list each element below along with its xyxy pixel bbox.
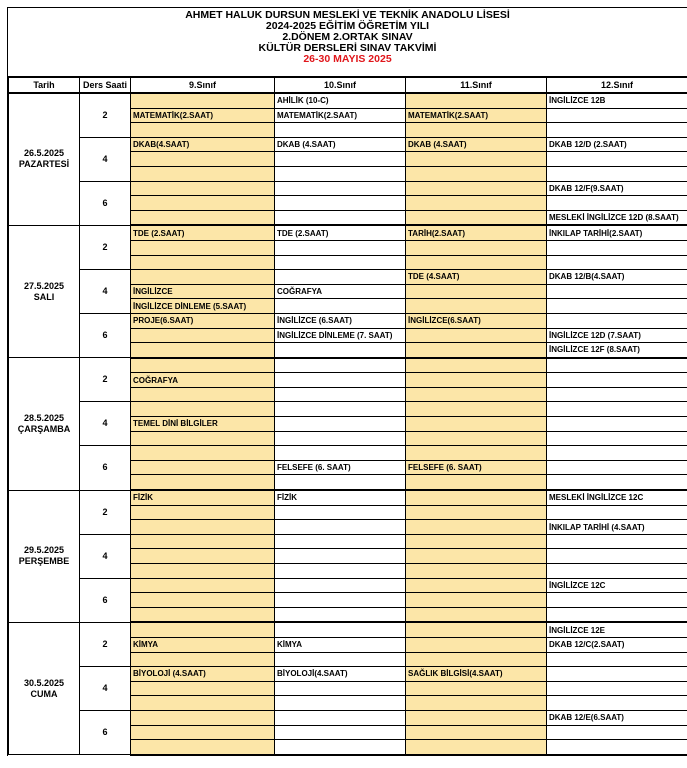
exam-cell-grade-9 bbox=[131, 123, 275, 138]
exam-cell-grade-12 bbox=[547, 446, 687, 461]
exam-cell-grade-9: İNGİLİZCE bbox=[131, 284, 275, 299]
period-cell: 2 bbox=[80, 622, 131, 666]
exam-cell-grade-10: TDE (2.SAAT) bbox=[275, 225, 406, 240]
period-cell: 4 bbox=[80, 534, 131, 578]
exam-cell-grade-10 bbox=[275, 681, 406, 696]
exam-cell-grade-10: COĞRAFYA bbox=[275, 284, 406, 299]
period-cell: 4 bbox=[80, 667, 131, 711]
exam-cell-grade-10: FELSEFE (6. SAAT) bbox=[275, 460, 406, 475]
exam-cell-grade-10 bbox=[275, 534, 406, 549]
exam-cell-grade-11 bbox=[406, 534, 547, 549]
exam-cell-grade-10 bbox=[275, 505, 406, 520]
exam-cell-grade-11 bbox=[406, 166, 547, 181]
exam-cell-grade-11 bbox=[406, 652, 547, 667]
exam-cell-grade-10 bbox=[275, 520, 406, 535]
exam-cell-grade-11 bbox=[406, 328, 547, 343]
day-name: PAZARTESİ bbox=[18, 159, 70, 170]
exam-cell-grade-12 bbox=[547, 740, 687, 755]
col-header-grade-12: 12.Sınıf bbox=[547, 78, 687, 94]
exam-cell-grade-9 bbox=[131, 93, 275, 108]
exam-cell-grade-11 bbox=[406, 93, 547, 108]
exam-cell-grade-12 bbox=[547, 255, 687, 270]
exam-cell-grade-12: MESLEKİ İNGİLİZCE 12D (8.SAAT) bbox=[547, 210, 687, 225]
day-date: 28.5.2025 bbox=[23, 412, 65, 423]
exam-cell-grade-12: İNGİLİZCE 12D (7.SAAT) bbox=[547, 328, 687, 343]
exam-cell-grade-9 bbox=[131, 166, 275, 181]
exam-cell-grade-11 bbox=[406, 181, 547, 196]
exam-cell-grade-11: TARİH(2.SAAT) bbox=[406, 225, 547, 240]
exam-cell-grade-11 bbox=[406, 402, 547, 417]
exam-cell-grade-11 bbox=[406, 564, 547, 579]
exam-cell-grade-12 bbox=[547, 460, 687, 475]
exam-cell-grade-12 bbox=[547, 475, 687, 490]
exam-cell-grade-11 bbox=[406, 681, 547, 696]
exam-cell-grade-10 bbox=[275, 549, 406, 564]
school-name: AHMET HALUK DURSUN MESLEKİ VE TEKNİK ANADOLU LİSESİ bbox=[185, 9, 510, 21]
exam-cell-grade-9 bbox=[131, 431, 275, 446]
period-cell: 6 bbox=[80, 710, 131, 754]
schedule-body bbox=[9, 93, 687, 755]
table-row bbox=[9, 446, 687, 461]
table-row bbox=[9, 313, 687, 328]
exam-schedule-sheet bbox=[7, 7, 687, 756]
exam-cell-grade-9 bbox=[131, 181, 275, 196]
exam-cell-grade-9 bbox=[131, 740, 275, 755]
exam-cell-grade-12: İNKILAP TARİHİ (4.SAAT) bbox=[547, 520, 687, 535]
exam-cell-grade-12 bbox=[547, 358, 687, 373]
exam-cell-grade-10 bbox=[275, 696, 406, 711]
day-date: 26.5.2025 bbox=[23, 148, 65, 159]
exam-cell-grade-11 bbox=[406, 549, 547, 564]
exam-cell-grade-11 bbox=[406, 431, 547, 446]
table-row bbox=[9, 490, 687, 505]
schedule-title: KÜLTÜR DERSLERİ SINAV TAKVİMİ bbox=[258, 42, 437, 54]
exam-cell-grade-9: COĞRAFYA bbox=[131, 373, 275, 388]
exam-cell-grade-10 bbox=[275, 578, 406, 593]
period-cell: 6 bbox=[80, 578, 131, 622]
schedule-table bbox=[8, 77, 687, 756]
col-header-grade-9: 9.Sınıf bbox=[131, 78, 275, 94]
table-row bbox=[9, 93, 687, 108]
exam-cell-grade-12 bbox=[547, 313, 687, 328]
exam-cell-grade-9 bbox=[131, 343, 275, 358]
exam-cell-grade-11 bbox=[406, 196, 547, 211]
exam-cell-grade-11 bbox=[406, 299, 547, 314]
exam-cell-grade-10: AHİLİK (10-C) bbox=[275, 93, 406, 108]
schedule-header bbox=[8, 8, 687, 77]
exam-cell-grade-11: SAĞLIK BİLGİSİ(4.SAAT) bbox=[406, 667, 547, 682]
col-header-period: Ders Saati bbox=[80, 78, 131, 94]
exam-cell-grade-12 bbox=[547, 593, 687, 608]
exam-cell-grade-10 bbox=[275, 622, 406, 637]
exam-cell-grade-12 bbox=[547, 564, 687, 579]
exam-cell-grade-9 bbox=[131, 652, 275, 667]
exam-cell-grade-9 bbox=[131, 475, 275, 490]
exam-cell-grade-9 bbox=[131, 549, 275, 564]
exam-cell-grade-9 bbox=[131, 505, 275, 520]
table-row bbox=[9, 667, 687, 682]
day-name: PERŞEMBE bbox=[18, 556, 70, 567]
exam-term: 2.DÖNEM 2.ORTAK SINAV bbox=[282, 31, 413, 43]
exam-cell-grade-11: MATEMATİK(2.SAAT) bbox=[406, 108, 547, 123]
exam-cell-grade-9: KİMYA bbox=[131, 637, 275, 652]
exam-cell-grade-11 bbox=[406, 490, 547, 505]
exam-cell-grade-12: DKAB 12/D (2.SAAT) bbox=[547, 137, 687, 152]
exam-cell-grade-12: İNGİLİZCE 12C bbox=[547, 578, 687, 593]
exam-cell-grade-11 bbox=[406, 210, 547, 225]
exam-cell-grade-12 bbox=[547, 373, 687, 388]
exam-cell-grade-12 bbox=[547, 402, 687, 417]
exam-cell-grade-10 bbox=[275, 181, 406, 196]
day-date: 30.5.2025 bbox=[23, 677, 65, 688]
exam-cell-grade-10 bbox=[275, 740, 406, 755]
period-cell: 2 bbox=[80, 93, 131, 137]
exam-cell-grade-9: BİYOLOJİ (4.SAAT) bbox=[131, 667, 275, 682]
exam-cell-grade-11 bbox=[406, 725, 547, 740]
exam-cell-grade-11 bbox=[406, 284, 547, 299]
exam-cell-grade-12 bbox=[547, 196, 687, 211]
exam-cell-grade-10 bbox=[275, 417, 406, 432]
period-cell: 6 bbox=[80, 313, 131, 357]
exam-cell-grade-10: KİMYA bbox=[275, 637, 406, 652]
exam-cell-grade-12: DKAB 12/B(4.SAAT) bbox=[547, 270, 687, 285]
exam-cell-grade-12 bbox=[547, 652, 687, 667]
exam-cell-grade-11 bbox=[406, 475, 547, 490]
exam-cell-grade-9 bbox=[131, 564, 275, 579]
day-date: 29.5.2025 bbox=[23, 545, 65, 556]
exam-cell-grade-11 bbox=[406, 710, 547, 725]
exam-cell-grade-11: TDE (4.SAAT) bbox=[406, 270, 547, 285]
exam-cell-grade-11 bbox=[406, 637, 547, 652]
col-header-grade-10: 10.Sınıf bbox=[275, 78, 406, 94]
table-row bbox=[9, 534, 687, 549]
exam-cell-grade-10 bbox=[275, 343, 406, 358]
exam-cell-grade-10 bbox=[275, 299, 406, 314]
table-row bbox=[9, 225, 687, 240]
exam-cell-grade-9 bbox=[131, 387, 275, 402]
exam-cell-grade-9 bbox=[131, 681, 275, 696]
exam-cell-grade-11 bbox=[406, 520, 547, 535]
exam-cell-grade-11 bbox=[406, 607, 547, 622]
exam-cell-grade-12 bbox=[547, 681, 687, 696]
exam-cell-grade-10 bbox=[275, 710, 406, 725]
exam-cell-grade-12: İNGİLİZCE 12F (8.SAAT) bbox=[547, 343, 687, 358]
period-cell: 6 bbox=[80, 181, 131, 225]
exam-cell-grade-10 bbox=[275, 196, 406, 211]
exam-cell-grade-12 bbox=[547, 696, 687, 711]
day-name: ÇARŞAMBA bbox=[17, 423, 71, 434]
exam-cell-grade-12 bbox=[547, 431, 687, 446]
exam-cell-grade-11 bbox=[406, 593, 547, 608]
period-cell: 2 bbox=[80, 225, 131, 269]
exam-cell-grade-10: MATEMATİK(2.SAAT) bbox=[275, 108, 406, 123]
exam-cell-grade-11 bbox=[406, 373, 547, 388]
exam-cell-grade-9 bbox=[131, 593, 275, 608]
period-cell: 2 bbox=[80, 358, 131, 402]
table-row bbox=[9, 578, 687, 593]
period-cell: 4 bbox=[80, 402, 131, 446]
exam-cell-grade-9 bbox=[131, 710, 275, 725]
day-date-cell bbox=[9, 93, 80, 225]
exam-cell-grade-10 bbox=[275, 725, 406, 740]
exam-cell-grade-10 bbox=[275, 373, 406, 388]
table-row bbox=[9, 622, 687, 637]
exam-cell-grade-12 bbox=[547, 534, 687, 549]
exam-cell-grade-9: DKAB(4.SAAT) bbox=[131, 137, 275, 152]
period-cell: 2 bbox=[80, 490, 131, 534]
exam-cell-grade-11 bbox=[406, 417, 547, 432]
period-cell: 4 bbox=[80, 137, 131, 181]
exam-cell-grade-12 bbox=[547, 725, 687, 740]
exam-cell-grade-11 bbox=[406, 696, 547, 711]
exam-cell-grade-12: DKAB 12/F(9.SAAT) bbox=[547, 181, 687, 196]
exam-cell-grade-12 bbox=[547, 123, 687, 138]
exam-cell-grade-9: TEMEL DİNİ BİLGİLER bbox=[131, 417, 275, 432]
exam-cell-grade-11 bbox=[406, 578, 547, 593]
exam-cell-grade-10 bbox=[275, 152, 406, 167]
exam-cell-grade-9 bbox=[131, 358, 275, 373]
day-name: SALI bbox=[33, 291, 55, 302]
period-cell: 4 bbox=[80, 270, 131, 314]
exam-cell-grade-12 bbox=[547, 505, 687, 520]
exam-cell-grade-9 bbox=[131, 725, 275, 740]
exam-cell-grade-10 bbox=[275, 475, 406, 490]
exam-cell-grade-9 bbox=[131, 255, 275, 270]
exam-cell-grade-9 bbox=[131, 270, 275, 285]
exam-cell-grade-12 bbox=[547, 549, 687, 564]
exam-cell-grade-12: MESLEKİ İNGİLİZCE 12C bbox=[547, 490, 687, 505]
table-row bbox=[9, 358, 687, 373]
exam-dates: 26-30 MAYIS 2025 bbox=[303, 53, 392, 65]
exam-cell-grade-10 bbox=[275, 255, 406, 270]
exam-cell-grade-9 bbox=[131, 328, 275, 343]
exam-cell-grade-12 bbox=[547, 166, 687, 181]
exam-cell-grade-9 bbox=[131, 696, 275, 711]
exam-cell-grade-10 bbox=[275, 240, 406, 255]
day-date-cell bbox=[9, 490, 80, 622]
exam-cell-grade-9 bbox=[131, 534, 275, 549]
table-row bbox=[9, 137, 687, 152]
exam-cell-grade-12: İNKILAP TARİHİ(2.SAAT) bbox=[547, 225, 687, 240]
table-row bbox=[9, 710, 687, 725]
exam-cell-grade-10 bbox=[275, 402, 406, 417]
day-date-cell bbox=[9, 622, 80, 754]
exam-cell-grade-10 bbox=[275, 607, 406, 622]
exam-cell-grade-10 bbox=[275, 446, 406, 461]
period-cell: 6 bbox=[80, 446, 131, 490]
exam-cell-grade-9 bbox=[131, 520, 275, 535]
exam-cell-grade-12 bbox=[547, 240, 687, 255]
exam-cell-grade-12 bbox=[547, 607, 687, 622]
exam-cell-grade-12: İNGİLİZCE 12B bbox=[547, 93, 687, 108]
exam-cell-grade-12: DKAB 12/E(6.SAAT) bbox=[547, 710, 687, 725]
exam-cell-grade-9 bbox=[131, 460, 275, 475]
exam-cell-grade-11 bbox=[406, 123, 547, 138]
exam-cell-grade-10 bbox=[275, 593, 406, 608]
day-date: 27.5.2025 bbox=[23, 280, 65, 291]
academic-year: 2024-2025 EĞİTİM ÖĞRETİM YILI bbox=[265, 20, 430, 32]
col-header-date: Tarih bbox=[9, 78, 80, 94]
exam-cell-grade-9 bbox=[131, 240, 275, 255]
column-header-row bbox=[9, 78, 687, 94]
exam-cell-grade-10: İNGİLİZCE (6.SAAT) bbox=[275, 313, 406, 328]
exam-cell-grade-10: DKAB (4.SAAT) bbox=[275, 137, 406, 152]
day-name: CUMA bbox=[30, 688, 58, 699]
exam-cell-grade-9 bbox=[131, 622, 275, 637]
exam-cell-grade-10: BİYOLOJİ(4.SAAT) bbox=[275, 667, 406, 682]
exam-cell-grade-9 bbox=[131, 210, 275, 225]
exam-cell-grade-12 bbox=[547, 152, 687, 167]
exam-cell-grade-11 bbox=[406, 387, 547, 402]
table-row bbox=[9, 402, 687, 417]
exam-cell-grade-11 bbox=[406, 358, 547, 373]
exam-cell-grade-9 bbox=[131, 446, 275, 461]
exam-cell-grade-10 bbox=[275, 431, 406, 446]
exam-cell-grade-10 bbox=[275, 564, 406, 579]
exam-cell-grade-11 bbox=[406, 255, 547, 270]
exam-cell-grade-11 bbox=[406, 152, 547, 167]
exam-cell-grade-12 bbox=[547, 417, 687, 432]
exam-cell-grade-9 bbox=[131, 607, 275, 622]
exam-cell-grade-11 bbox=[406, 622, 547, 637]
exam-cell-grade-10 bbox=[275, 387, 406, 402]
exam-cell-grade-12 bbox=[547, 299, 687, 314]
exam-cell-grade-11: DKAB (4.SAAT) bbox=[406, 137, 547, 152]
exam-cell-grade-12 bbox=[547, 108, 687, 123]
exam-cell-grade-10 bbox=[275, 652, 406, 667]
exam-cell-grade-9 bbox=[131, 578, 275, 593]
exam-cell-grade-9 bbox=[131, 152, 275, 167]
exam-cell-grade-10: FİZİK bbox=[275, 490, 406, 505]
exam-cell-grade-11: İNGİLİZCE(6.SAAT) bbox=[406, 313, 547, 328]
col-header-grade-11: 11.Sınıf bbox=[406, 78, 547, 94]
exam-cell-grade-10 bbox=[275, 166, 406, 181]
exam-cell-grade-10 bbox=[275, 358, 406, 373]
exam-cell-grade-11: FELSEFE (6. SAAT) bbox=[406, 460, 547, 475]
exam-cell-grade-10: İNGİLİZCE DİNLEME (7. SAAT) bbox=[275, 328, 406, 343]
exam-cell-grade-11 bbox=[406, 240, 547, 255]
exam-cell-grade-9: FİZİK bbox=[131, 490, 275, 505]
table-row bbox=[9, 270, 687, 285]
table-row bbox=[9, 181, 687, 196]
exam-cell-grade-9: MATEMATİK(2.SAAT) bbox=[131, 108, 275, 123]
exam-cell-grade-10 bbox=[275, 123, 406, 138]
exam-cell-grade-11 bbox=[406, 740, 547, 755]
exam-cell-grade-11 bbox=[406, 505, 547, 520]
exam-cell-grade-12: İNGİLİZCE 12E bbox=[547, 622, 687, 637]
day-date-cell bbox=[9, 358, 80, 490]
exam-cell-grade-9: TDE (2.SAAT) bbox=[131, 225, 275, 240]
exam-cell-grade-11 bbox=[406, 343, 547, 358]
exam-cell-grade-10 bbox=[275, 270, 406, 285]
exam-cell-grade-9 bbox=[131, 196, 275, 211]
exam-cell-grade-12: DKAB 12/C(2.SAAT) bbox=[547, 637, 687, 652]
exam-cell-grade-11 bbox=[406, 446, 547, 461]
exam-cell-grade-12 bbox=[547, 387, 687, 402]
day-date-cell bbox=[9, 225, 80, 357]
exam-cell-grade-12 bbox=[547, 667, 687, 682]
exam-cell-grade-10 bbox=[275, 210, 406, 225]
exam-cell-grade-12 bbox=[547, 284, 687, 299]
exam-cell-grade-9: PROJE(6.SAAT) bbox=[131, 313, 275, 328]
exam-cell-grade-9: İNGİLİZCE DİNLEME (5.SAAT) bbox=[131, 299, 275, 314]
exam-cell-grade-9 bbox=[131, 402, 275, 417]
